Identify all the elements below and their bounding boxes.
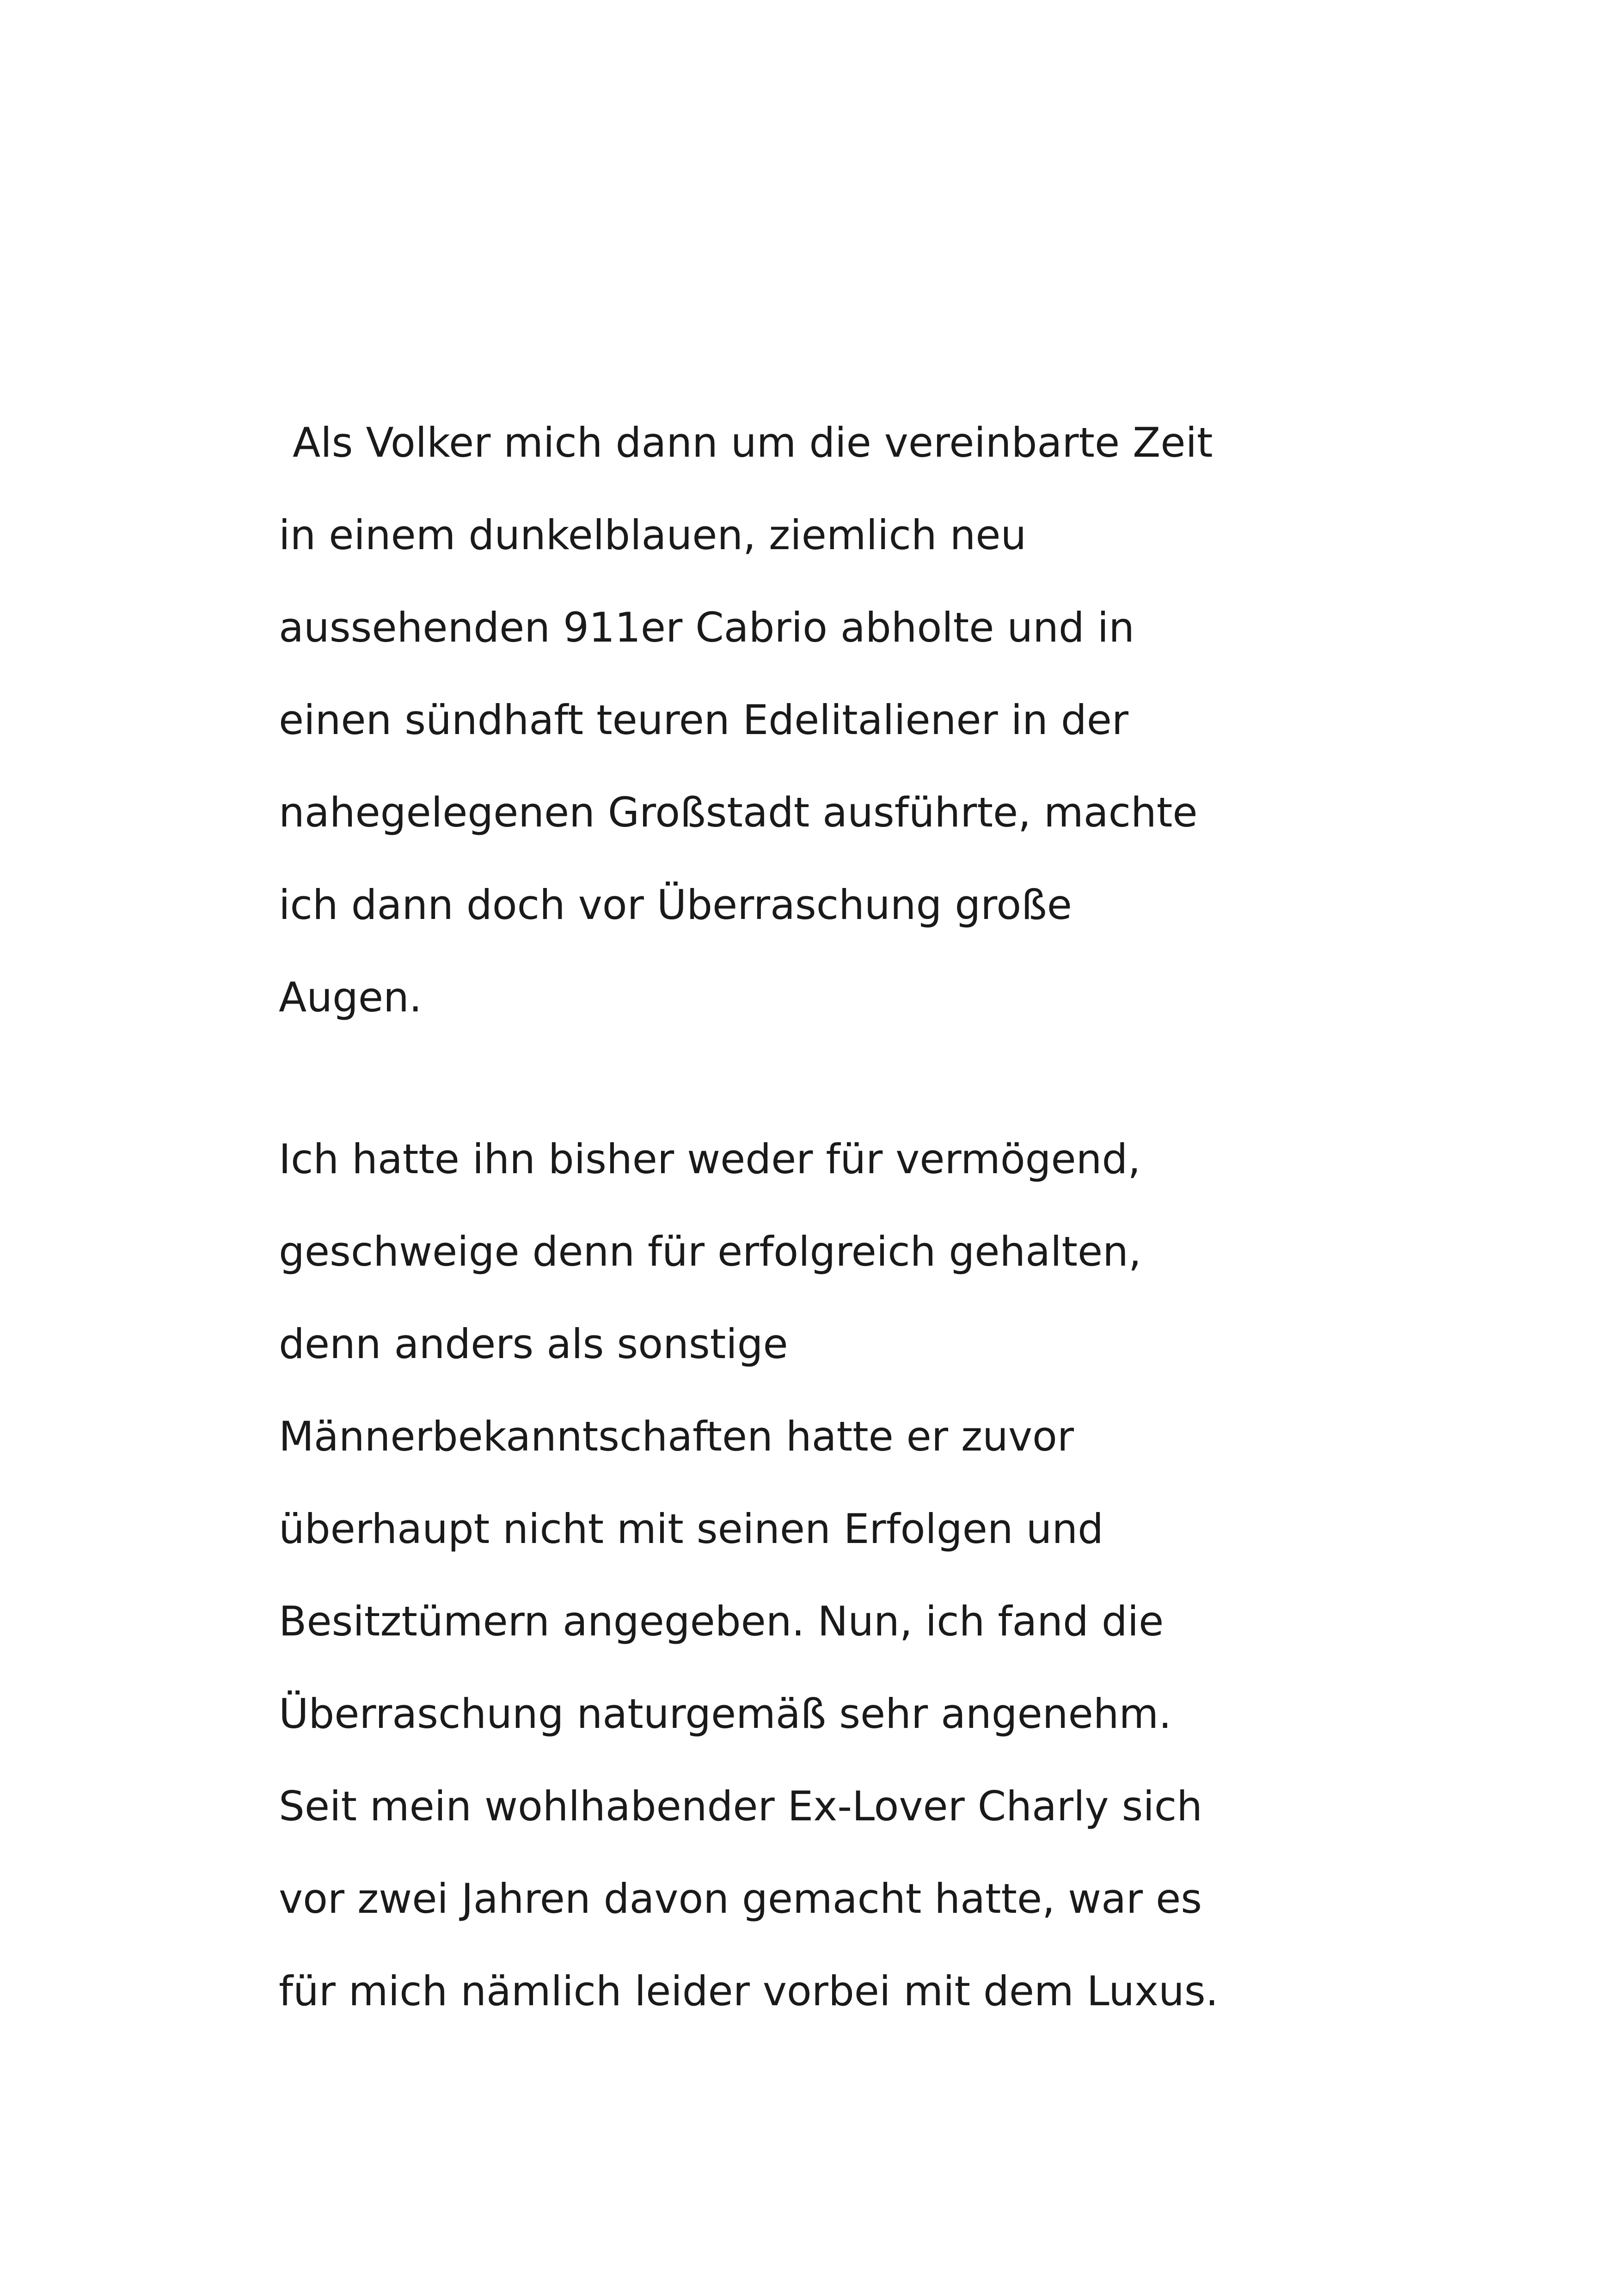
text-line: überhaupt nicht mit seinen Erfolgen und (279, 1505, 1104, 1553)
paragraph-2 (279, 1113, 1388, 2038)
text-line: aussehenden 911er Cabrio abholte und in (279, 604, 1134, 651)
text-line: Als Volker mich dann um die vereinbarte Zeit (293, 419, 1213, 466)
paragraph-1 (279, 397, 1388, 1044)
text-body (279, 397, 1388, 2038)
paragraph-gap (279, 1044, 1388, 1113)
text-line: Besitztümern angegeben. Nun, ich fand die (279, 1598, 1164, 1645)
text-line: in einem dunkelblauen, ziemlich neu (279, 511, 1027, 559)
text-line: Augen. (279, 974, 422, 1021)
text-line: für mich nämlich leider vorbei mit dem Luxus. (279, 1967, 1219, 2015)
text-line: ich dann doch vor Überraschung große (279, 881, 1072, 929)
text-line: Überraschung naturgemäß sehr angenehm. (279, 1690, 1172, 1738)
text-line: Männerbekanntschaften hatte er zuvor (279, 1413, 1074, 1460)
text-line: vor zwei Jahren davon gemacht hatte, war es (279, 1875, 1202, 1923)
text-line: Ich hatte ihn bisher weder für vermögend, (279, 1135, 1141, 1183)
text-line: nahegelegenen Großstadt ausführte, machte (279, 789, 1198, 836)
text-line: geschweige denn für erfolgreich gehalten, (279, 1228, 1141, 1275)
text-line: Seit mein wohlhabender Ex-Lover Charly sich (279, 1782, 1203, 1830)
text-line: einen sündhaft teuren Edelitaliener in der (279, 696, 1129, 744)
text-line: denn anders als sonstige (279, 1320, 788, 1368)
